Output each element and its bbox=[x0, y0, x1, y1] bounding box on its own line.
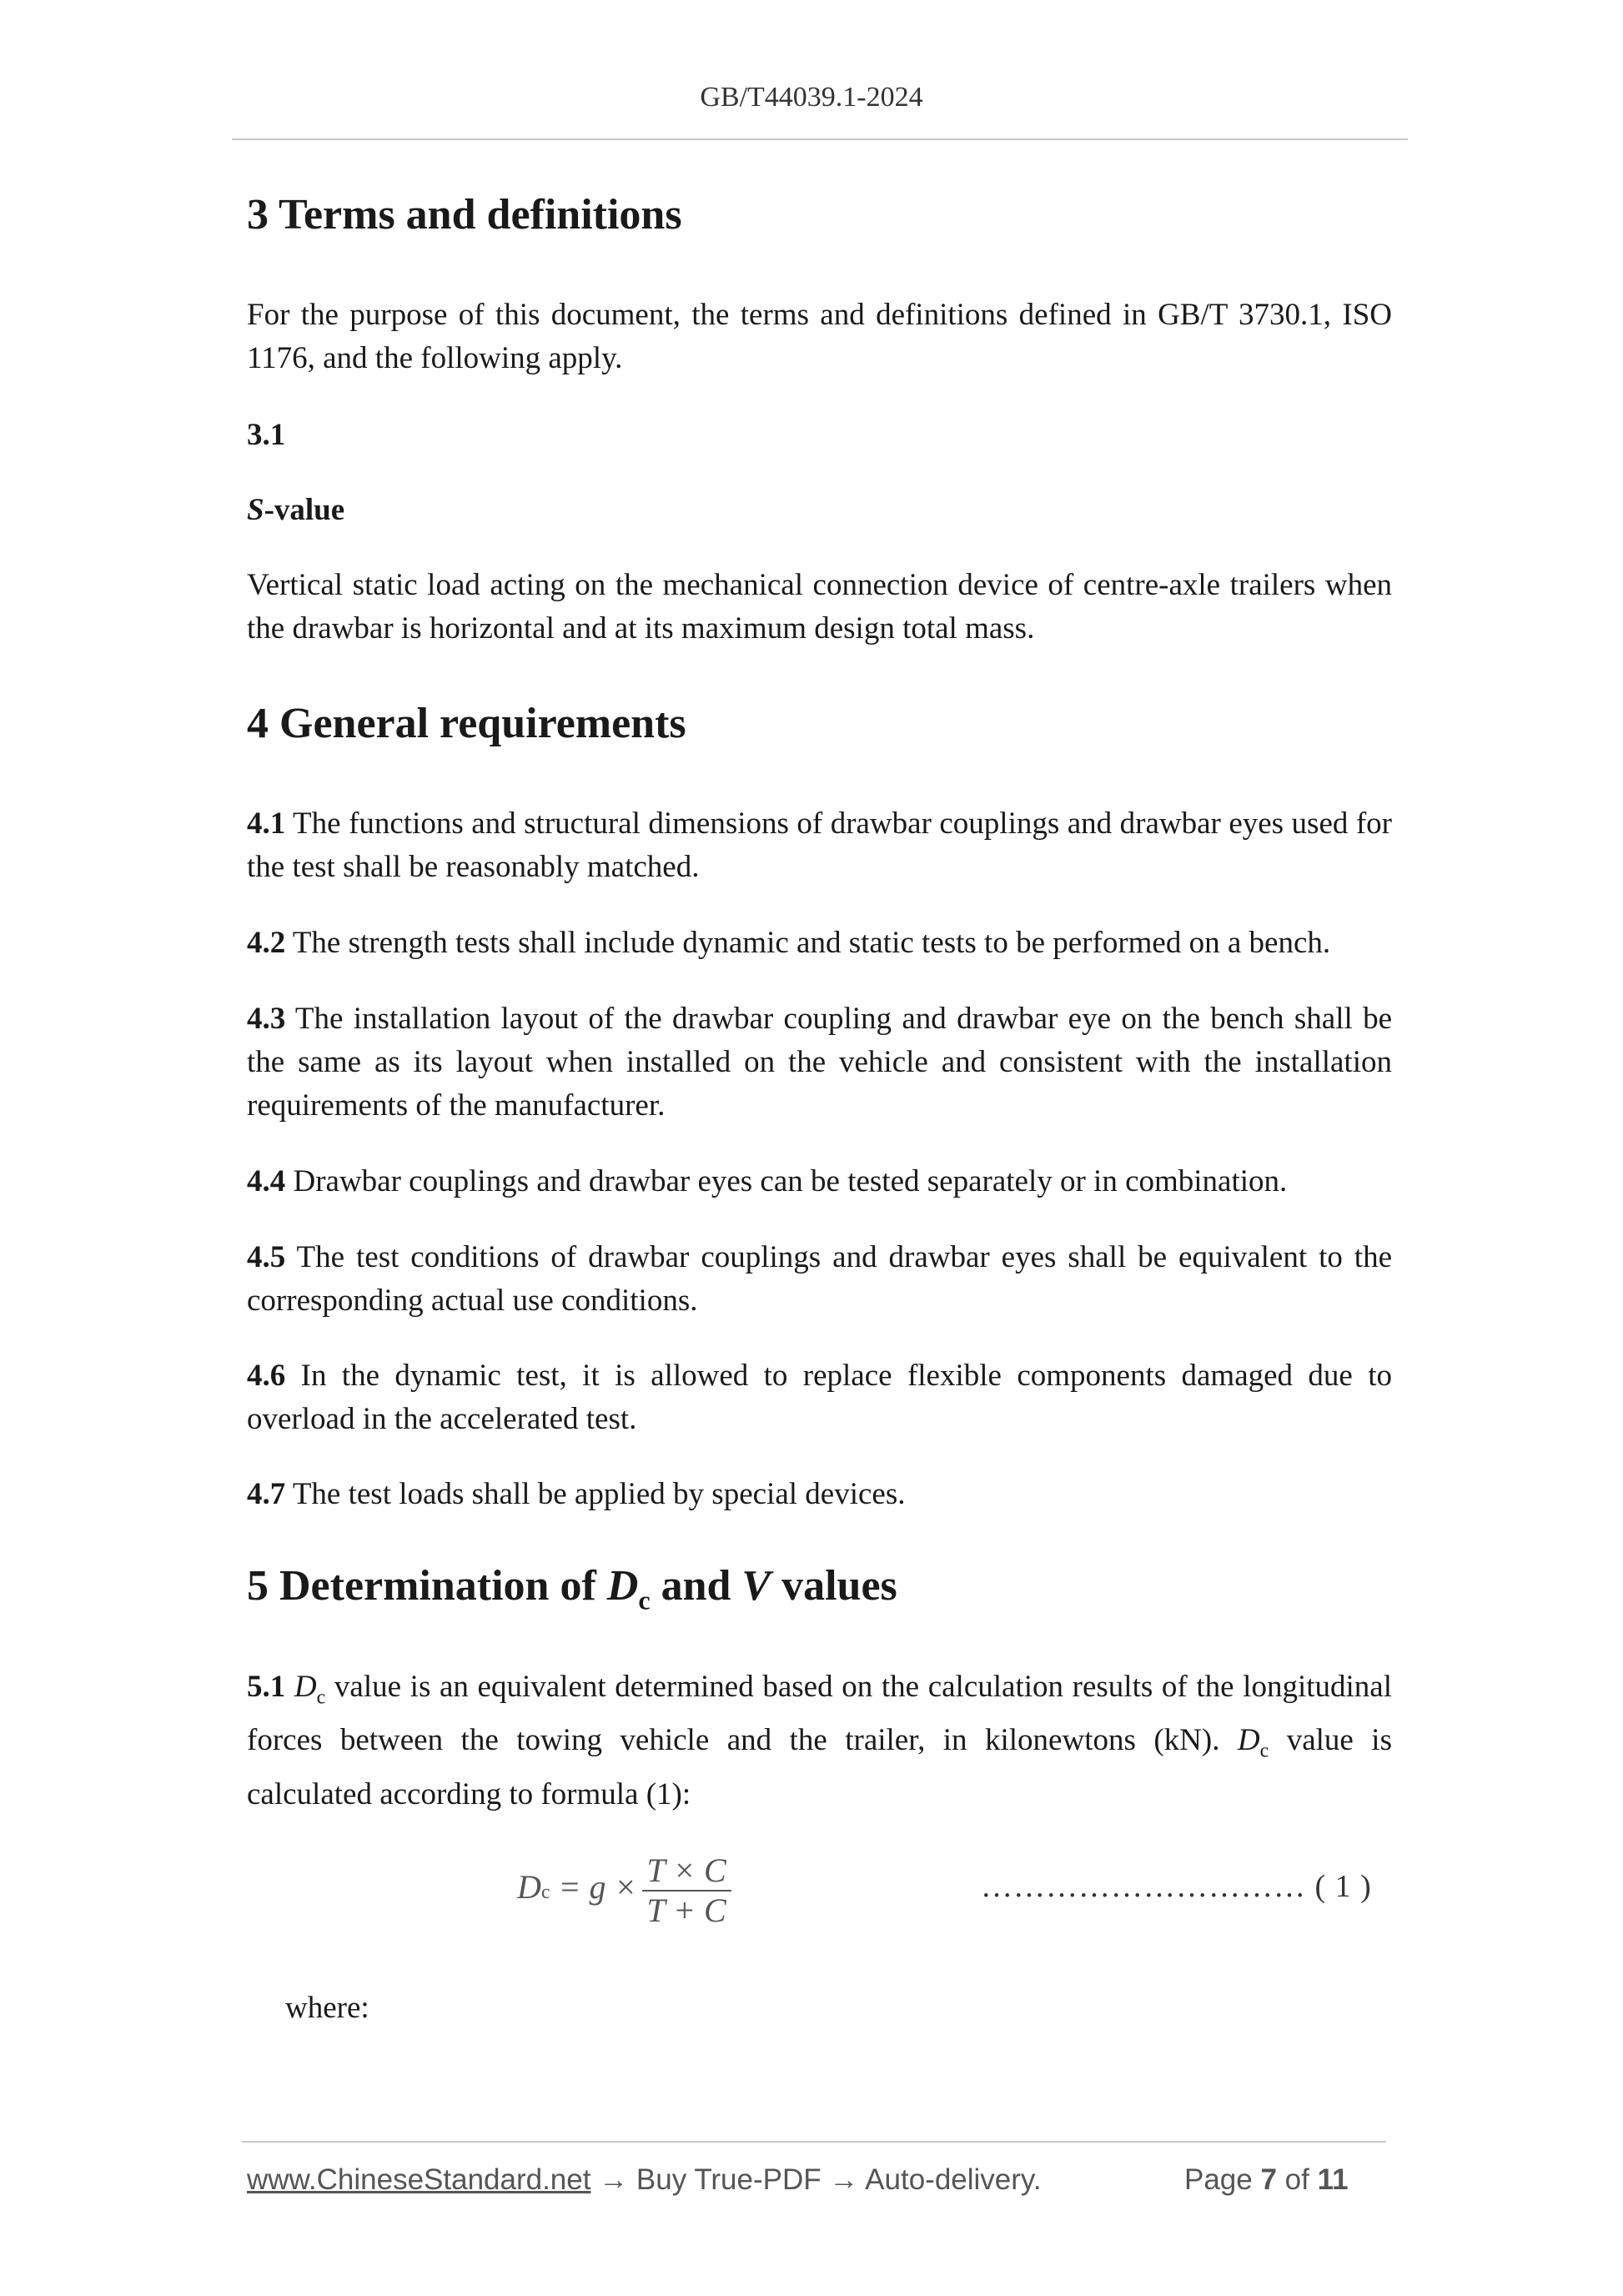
formula-number: ………………………… ( 1 ) bbox=[981, 1869, 1372, 1904]
page-label: Page bbox=[1184, 2163, 1261, 2196]
term-definition: Vertical static load acting on the mechanical connection device of centre-axle trailers when the drawbar is horizontal and at its maximum design total mass. bbox=[247, 568, 1392, 646]
footer-promo-text: → Buy True-PDF → Auto-delivery. bbox=[590, 2163, 1042, 2196]
page-indicator bbox=[1184, 2163, 1349, 2197]
term-number: 3.1 bbox=[247, 418, 286, 452]
page-current: 7 bbox=[1260, 2163, 1277, 2196]
formula-numerator: T × C bbox=[646, 1851, 726, 1889]
symbol-d: D bbox=[1237, 1723, 1260, 1758]
clause-text: value is an equivalent determined based on the calculation results of the longitudinal forces between the towing vehicle and the trailer, in kilonewtons (kN). bbox=[247, 1670, 1392, 1758]
page-total: 11 bbox=[1317, 2163, 1349, 2196]
symbol-d-subscript: c bbox=[316, 1686, 326, 1709]
term-suffix: -value bbox=[264, 493, 345, 527]
symbol-d: D bbox=[294, 1670, 317, 1704]
requirement-4-3 bbox=[247, 997, 1392, 1128]
requirement-text: In the dynamic test, it is allowed to replace flexible components damaged due to overload in the accelerated test. bbox=[247, 1359, 1392, 1436]
term-name bbox=[247, 492, 344, 528]
symbol-d-subscript: c bbox=[638, 1585, 651, 1615]
clause-number: 5.1 bbox=[247, 1670, 286, 1704]
requirement-4-5 bbox=[247, 1236, 1392, 1323]
requirement-text: The test loads shall be applied by special devices. bbox=[285, 1477, 906, 1511]
formula-lhs: D bbox=[517, 1868, 541, 1907]
symbol-d-subscript: c bbox=[1259, 1740, 1269, 1762]
heading-text: 5 Determination of bbox=[247, 1562, 607, 1610]
requirement-4-2 bbox=[247, 922, 1392, 965]
requirement-number: 4.1 bbox=[247, 806, 286, 841]
symbol-v: V bbox=[741, 1562, 771, 1610]
section-4-heading: 4 General requirements bbox=[247, 700, 686, 747]
term-symbol: S bbox=[247, 493, 264, 527]
formula-operator: = g × bbox=[550, 1868, 637, 1907]
heading-text: values bbox=[771, 1562, 897, 1610]
formula-1 bbox=[517, 1851, 731, 1930]
requirement-number: 4.4 bbox=[247, 1164, 286, 1198]
header-divider bbox=[232, 138, 1408, 140]
requirement-4-6 bbox=[247, 1354, 1392, 1441]
clause-text: value is calculated according to formula (1): bbox=[247, 1723, 1392, 1811]
section-5-heading bbox=[247, 1561, 897, 1615]
requirement-4-1 bbox=[247, 802, 1392, 889]
footer-promo bbox=[247, 2163, 1042, 2197]
formula-denominator: T + C bbox=[642, 1890, 731, 1930]
website-link[interactable]: www.ChineseStandard.net bbox=[247, 2163, 591, 2196]
section-3-intro: For the purpose of this document, the terms and definitions defined in GB/T 3730.1, ISO 1176, and the following apply. bbox=[247, 298, 1392, 375]
clause-5-1 bbox=[247, 1665, 1392, 1816]
requirement-4-4 bbox=[247, 1160, 1392, 1203]
requirement-number: 4.2 bbox=[247, 926, 286, 960]
page-of: of bbox=[1276, 2163, 1318, 2196]
formula-fraction bbox=[642, 1851, 731, 1930]
requirement-number: 4.7 bbox=[247, 1477, 286, 1511]
requirement-number: 4.6 bbox=[247, 1359, 286, 1393]
requirement-4-7 bbox=[247, 1473, 1392, 1516]
footer-divider bbox=[242, 2141, 1386, 2143]
requirement-text: The installation layout of the drawbar coupling and drawbar eye on the bench shall be the same as its layout when installed on the vehicle and consistent with the installation requirements of the manufacturer. bbox=[247, 1002, 1392, 1123]
where-label: where: bbox=[285, 1991, 369, 2025]
requirement-text: The strength tests shall include dynamic and static tests to be performed on a bench. bbox=[285, 926, 1331, 960]
requirement-number: 4.5 bbox=[247, 1240, 286, 1274]
requirement-text: Drawbar couplings and drawbar eyes can be tested separately or in combination. bbox=[285, 1164, 1288, 1198]
requirement-text: The test conditions of drawbar couplings and drawbar eyes shall be equivalent to the corresponding actual use conditions. bbox=[247, 1240, 1392, 1318]
section-3-heading: 3 Terms and definitions bbox=[247, 191, 682, 239]
symbol-d: D bbox=[606, 1562, 639, 1610]
formula-lhs-subscript: c bbox=[540, 1882, 550, 1904]
requirement-text: The functions and structural dimensions of drawbar couplings and drawbar eyes used for the test shall be reasonably matched. bbox=[247, 806, 1392, 884]
heading-text: and bbox=[650, 1562, 742, 1610]
requirement-number: 4.3 bbox=[247, 1002, 286, 1036]
document-code-header: GB/T44039.1-2024 bbox=[700, 82, 923, 113]
